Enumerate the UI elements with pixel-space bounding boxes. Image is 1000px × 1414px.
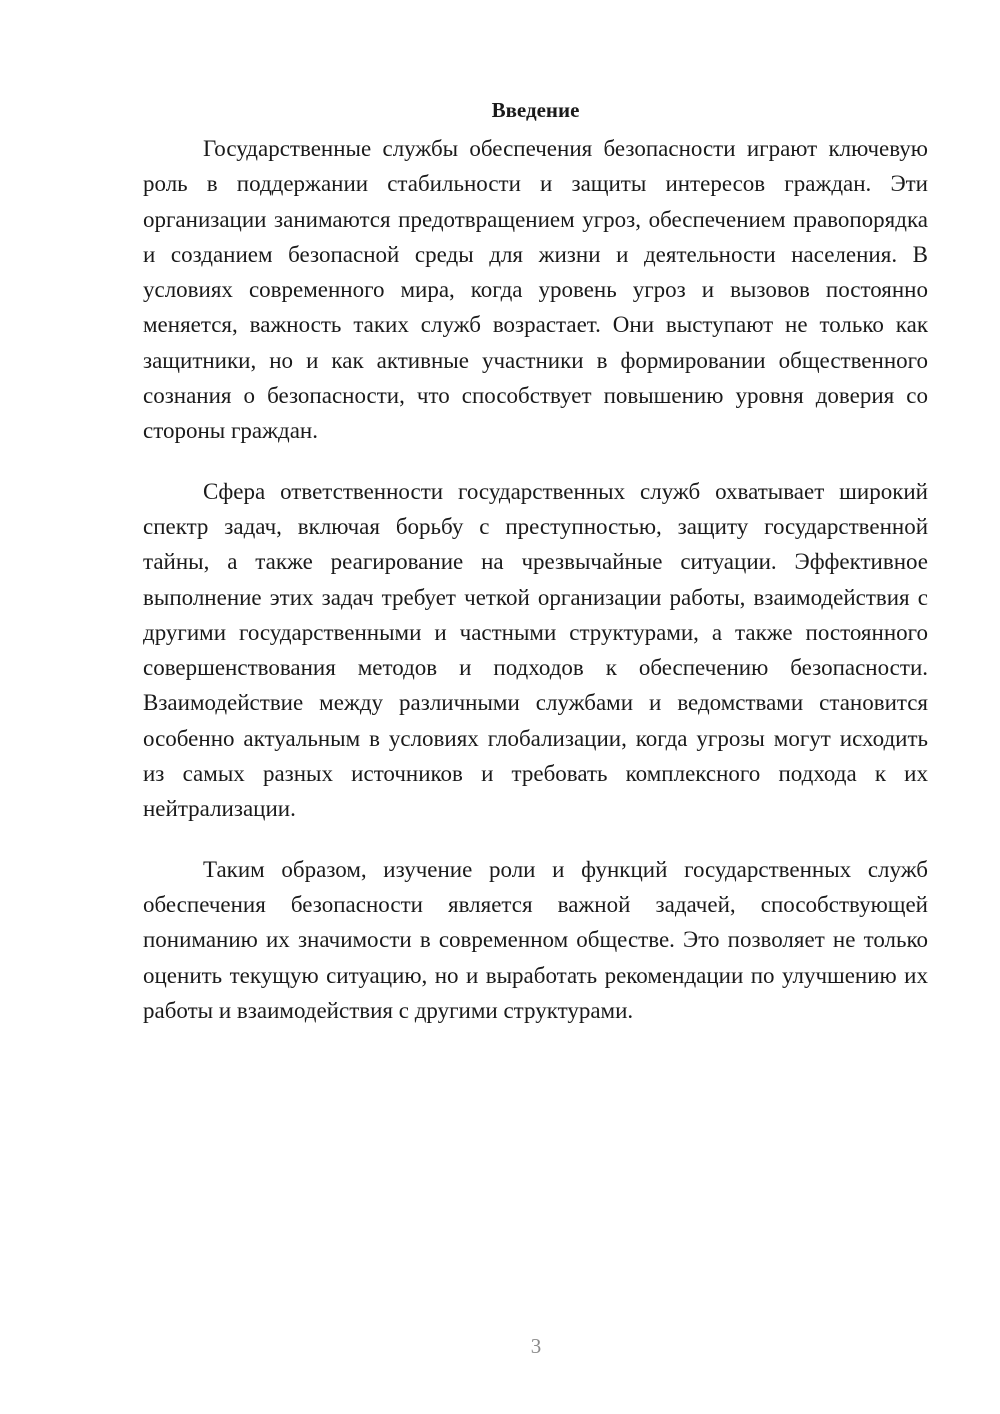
paragraph-2: Сфера ответственности государственных служб охватывает широкий спектр задач, включая борьбу с преступностью, защиту государственной тайны, а также реагирование на чрезвычайные ситуации. Эффективное выполнение этих задач требует четкой организации работы, взаимодействия с другими государственными и частными структурами, а также постоянного совершенствования методов и подходов к обеспечению безопасности. Взаимодействие между различными службами и ведомствами становится особенно актуальным в условиях глобализации, когда угрозы могут исходить из самых разных источников и требовать комплексного подхода к их нейтрализации. bbox=[143, 478, 928, 822]
section-heading: Введение bbox=[491, 98, 580, 122]
paragraph-1: Государственные службы обеспечения безопасности играют ключевую роль в поддержании стабильности и защиты интересов граждан. Эти организации занимаются предотвращением угроз, обеспечением правопорядка и созданием безопасной среды для жизни и деятельности населения. В условиях современного мира, когда уровень угроз и вызовов постоянно меняется, важность таких служб возрастает. Они выступают не только как защитники, но и как активные участники в формировании общественного сознания о безопасности, что способствует повышению уровня доверия со стороны граждан. bbox=[143, 136, 928, 444]
document-body bbox=[143, 92, 928, 1053]
paragraph-3: Таким образом, изучение роли и функций государственных служб обеспечения безопасности является важной задачей, способствующей пониманию их значимости в современном обществе. Это позволяет не только оценить текущую ситуацию, но и выработать рекомендации по улучшению их работы и взаимодействия с другими структурами. bbox=[143, 856, 928, 1023]
page-number: 3 bbox=[530, 1334, 542, 1358]
